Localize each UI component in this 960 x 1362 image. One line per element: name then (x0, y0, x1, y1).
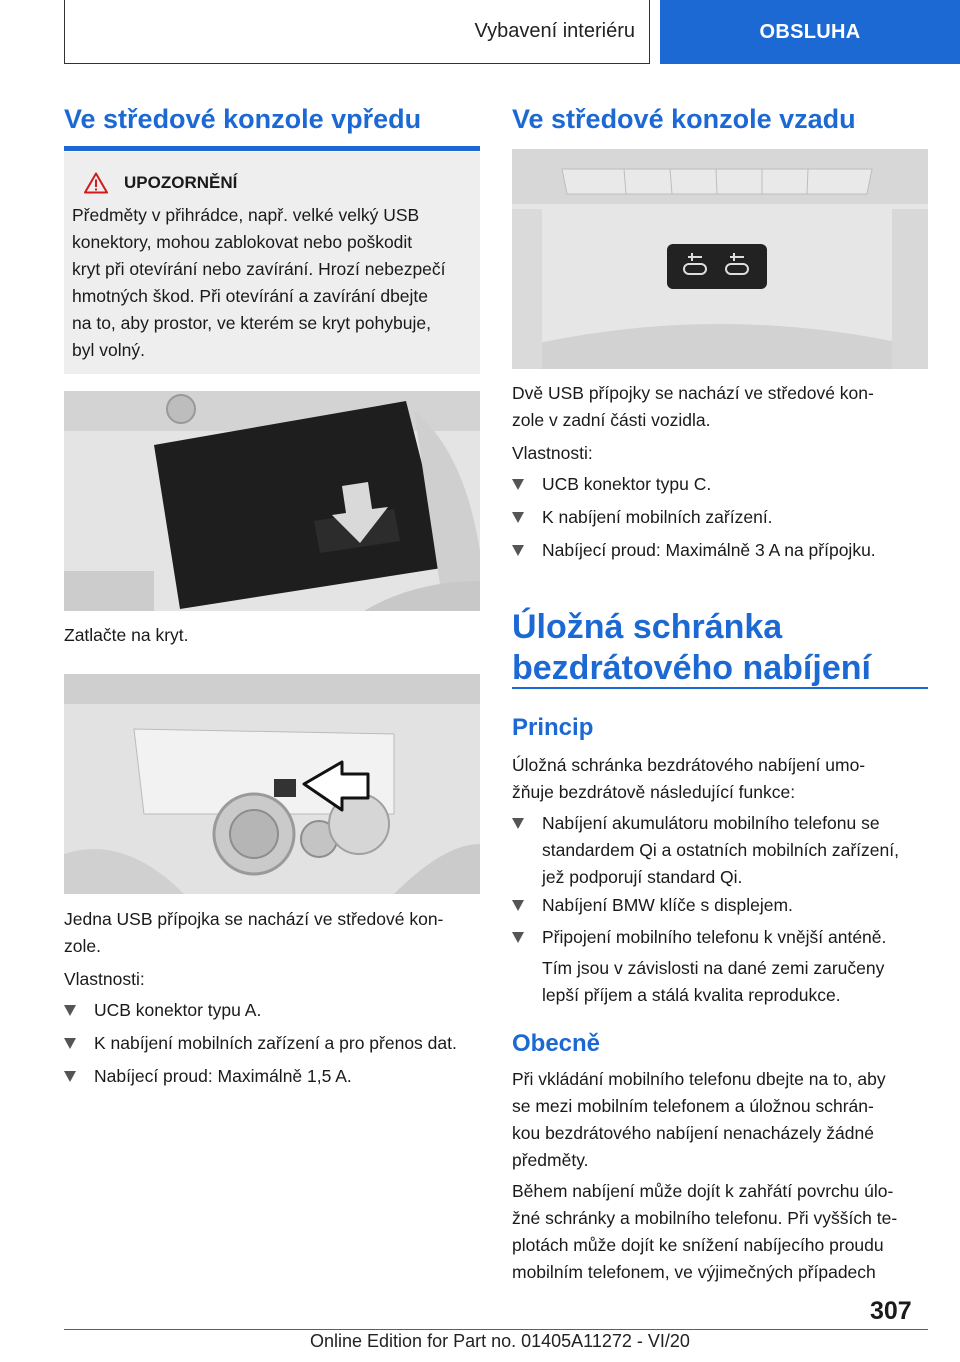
antenna-note-line1: Tím jsou v závislosti na dané zemi zaručeny (542, 958, 885, 978)
general-paragraph-line: žné schránky a mobilního telefonu. Při vyšších te- (512, 1208, 898, 1228)
warning-box (64, 152, 480, 374)
bullet-triangle-icon (64, 1038, 76, 1049)
list-item (512, 471, 928, 498)
general-heading: Obecně (512, 1030, 601, 1057)
wireless-charging-heading-line2: bezdrátového nabíjení (512, 649, 871, 687)
header-chapter-title: OBSLUHA (759, 20, 861, 43)
list-item (512, 892, 928, 919)
general-paragraph-line: předměty. (512, 1150, 589, 1170)
bullet-triangle-icon (512, 818, 524, 829)
warning-line: kryt při otevírání nebo zavírání. Hrozí nebezpečí (72, 259, 446, 279)
wireless-heading-rule (512, 687, 928, 689)
caption-push-cover: Zatlačte na kryt. (64, 625, 189, 645)
bullet-triangle-icon (512, 900, 524, 911)
bullet-triangle-icon (512, 932, 524, 943)
list-item-text: Připojení mobilního telefonu k vnější anténě. (542, 927, 887, 947)
list-item-text: K nabíjení mobilních zařízení a pro přenos dat. (94, 1033, 457, 1053)
header-section-tab (64, 0, 650, 64)
principle-heading: Princip (512, 714, 594, 741)
warning-line: hmotných škod. Při otevírání a zavírání dbejte (72, 286, 429, 306)
header-section-title: Vybavení interiéru (474, 20, 635, 42)
warning-line: konektory, mohou zablokovat nebo poškodit (72, 232, 413, 252)
list-item (64, 997, 480, 1024)
list-item-text: K nabíjení mobilních zařízení. (542, 507, 773, 527)
list-item-text: Nabíjecí proud: Maximálně 1,5 A. (94, 1066, 352, 1086)
list-item (512, 924, 928, 951)
footer-edition-text: Online Edition for Part no. 01405A11272 - VI/20 (310, 1331, 690, 1351)
warning-line: na to, aby prostor, ve kterém se kryt pohybuje, (72, 313, 431, 333)
front-console-cover-image (64, 391, 480, 611)
caption-front-usb-line2: zole. (64, 936, 101, 956)
caption-front-usb-line1: Jedna USB přípojka se nachází ve středové kon- (64, 909, 444, 929)
front-usb-port-image (64, 674, 480, 894)
caption-rear-usb-line2: zole v zadní části vozidla. (512, 410, 711, 430)
warning-header (84, 172, 470, 194)
general-paragraph-line: mobilním telefonem, ve výjimečných případech (512, 1262, 876, 1282)
bullet-triangle-icon (64, 1071, 76, 1082)
list-item-text: standardem Qi a ostatních mobilních zařízení, (542, 840, 899, 860)
warning-line: Předměty v přihrádce, např. velké velký USB (72, 205, 420, 225)
wireless-charging-heading-line1: Úložná schránka (512, 608, 783, 646)
warning-text (72, 202, 470, 364)
footer-rule (64, 1329, 928, 1330)
rear-usb-ports-image (512, 149, 928, 369)
principle-text-line1: Úložná schránka bezdrátového nabíjení umo- (512, 755, 866, 775)
list-item (512, 504, 928, 531)
warning-triangle-icon (84, 172, 108, 194)
bullet-triangle-icon (64, 1005, 76, 1016)
general-paragraph-line: Při vkládání mobilního telefonu dbejte na to, aby (512, 1069, 886, 1089)
list-item-text: UCB konektor typu A. (94, 1000, 262, 1020)
list-item-text: Nabíjecí proud: Maximálně 3 A na přípojku. (542, 540, 876, 560)
general-paragraph-line: Během nabíjení může dojít k zahřátí povrchu úlo- (512, 1181, 894, 1201)
front-usb-properties-label: Vlastnosti: (64, 969, 145, 989)
list-item-text: Nabíjení akumulátoru mobilního telefonu se (542, 813, 880, 833)
list-item (64, 1063, 480, 1090)
list-item (512, 810, 928, 891)
rear-usb-properties-label: Vlastnosti: (512, 443, 593, 463)
list-item-text: jež podporují standard Qi. (542, 867, 743, 887)
header-chapter-tab (660, 0, 960, 64)
list-item (512, 537, 928, 564)
bullet-triangle-icon (512, 512, 524, 523)
list-item (64, 1030, 480, 1057)
general-paragraph-line: se mezi mobilním telefonem a úložnou schrán- (512, 1096, 874, 1116)
left-section-heading: Ve středové konzole vpředu (64, 104, 422, 134)
warning-title: UPOZORNĚNÍ (124, 173, 238, 192)
bullet-triangle-icon (512, 479, 524, 490)
general-paragraph-line: plotách může dojít ke snížení nabíjecího proudu (512, 1235, 884, 1255)
bullet-triangle-icon (512, 545, 524, 556)
right-section-heading: Ve středové konzole vzadu (512, 104, 856, 134)
warning-line: byl volný. (72, 340, 145, 360)
antenna-note-line2: lepší příjem a stálá kvalita reprodukce. (542, 985, 841, 1005)
general-paragraph-line: kou bezdrátového nabíjení nenacházely žádné (512, 1123, 874, 1143)
principle-text-line2: žňuje bezdrátově následující funkce: (512, 782, 796, 802)
list-item-text: UCB konektor typu C. (542, 474, 712, 494)
caption-rear-usb-line1: Dvě USB přípojky se nachází ve středové kon- (512, 383, 874, 403)
list-item-text: Nabíjení BMW klíče s displejem. (542, 895, 793, 915)
left-heading-rule (64, 146, 480, 151)
page-number: 307 (870, 1297, 912, 1325)
